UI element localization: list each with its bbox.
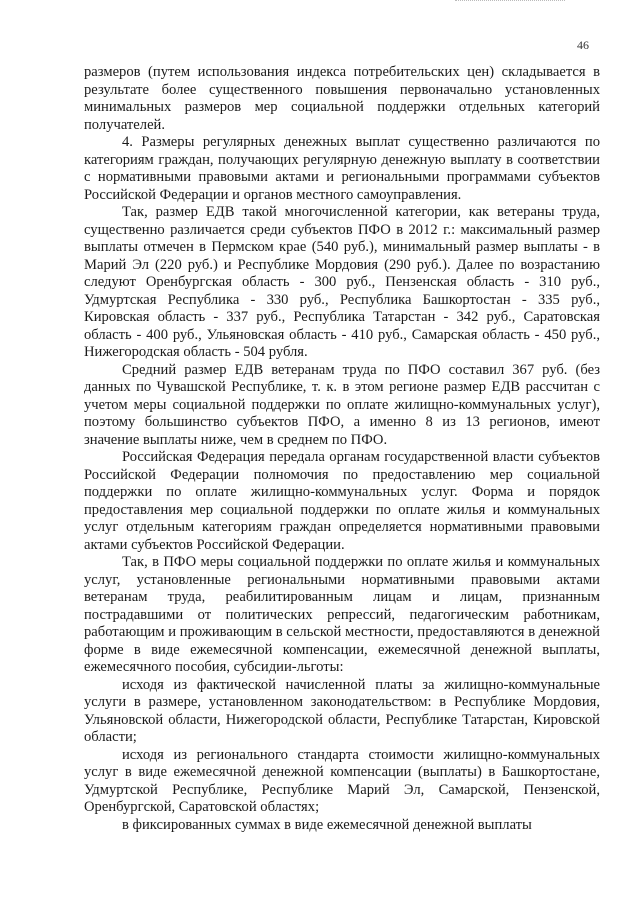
paragraph-4: Средний размер ЕДВ ветеранам труда по ПФО составил 367 руб. (без данных по Чувашской Республике, т. к. в этом регионе размер ЕДВ рассчитан с учетом меры социальной поддержки по оплате жилищно-коммунальных услуг), поэтому большинство субъектов ПФО, а именно 8 из 13 регионов, имеют значение выплаты ниже, чем в среднем по ПФО. <box>84 361 600 448</box>
document-body <box>84 64 600 834</box>
paragraph-1: размеров (путем использования индекса потребительских цен) складывается в результате более существенного повышения первоначально установленных минимальных размеров мер социальной поддержки отдельных категорий получателей. <box>84 64 600 133</box>
scan-artifact <box>455 0 565 6</box>
list-item-1: исходя из фактической начисленной платы за жилищно-коммунальные услуги в размере, установленном законодательством: в Республике Мордовия, Ульяновской области, Нижегородской области, Республике Татарстан, Кировской области; <box>84 676 600 745</box>
paragraph-5: Российская Федерация передала органам государственной власти субъектов Российской Федерации полномочия по предоставлению мер социальной поддержки по оплате жилищно-коммунальных услуг. Форма и порядок предоставления мер социальной поддержки по оплате жилья и коммунальных услуг отдельным категориям граждан определяется нормативными правовыми актами субъектов Российской Федерации. <box>84 449 600 553</box>
paragraph-6: Так, в ПФО меры социальной поддержки по оплате жилья и коммунальных услуг, установленные региональными нормативными правовыми актами ветеранам труда, реабилитированным лицам и лицам, признанным пострадавшими от политических репрессий, педагогическим работникам, работающим и проживающим в сельской местности, предоставляются в денежной форме в виде ежемесячной компенсации, ежемесячной денежной выплаты, ежемесячного пособия, субсидии-льготы: <box>84 554 600 675</box>
page-number: 46 <box>577 38 589 52</box>
paragraph-2: 4. Размеры регулярных денежных выплат существенно различаются по категориям граждан, получающих регулярную денежную выплату в соответствии с нормативными правовыми актами и региональными программами субъектов Российской Федерации и органов местного самоуправления. <box>84 134 600 203</box>
list-item-3: в фиксированных суммах в виде ежемесячной денежной выплаты <box>122 816 532 833</box>
list-item-2: исходя из регионального стандарта стоимости жилищно-коммунальных услуг в виде ежемесячной денежной компенсации (выплаты) в Башкортостане, Удмуртской Республике, Республике Марий Эл, Самарской, Пензенской, Оренбургской, Саратовской областях; <box>84 746 600 815</box>
paragraph-3: Так, размер ЕДВ такой многочисленной категории, как ветераны труда, существенно различается среди субъектов ПФО в 2012 г.: максимальный размер выплаты отмечен в Пермском крае (540 руб.), минимальный размер выплаты - в Марий Эл (220 руб.) и Республике Мордовия (290 руб.). Далее по возрастанию следуют Оренбургская область - 300 руб., Пензенская область - 310 руб., Удмуртская Республика - 330 руб., Республика Башкортостан - 335 руб., Кировская область - 337 руб., Республика Татарстан - 342 руб., Саратовская область - 400 руб., Ульяновская область - 410 руб., Самарская область - 450 руб., Нижегородская область - 504 рубля. <box>84 204 600 360</box>
